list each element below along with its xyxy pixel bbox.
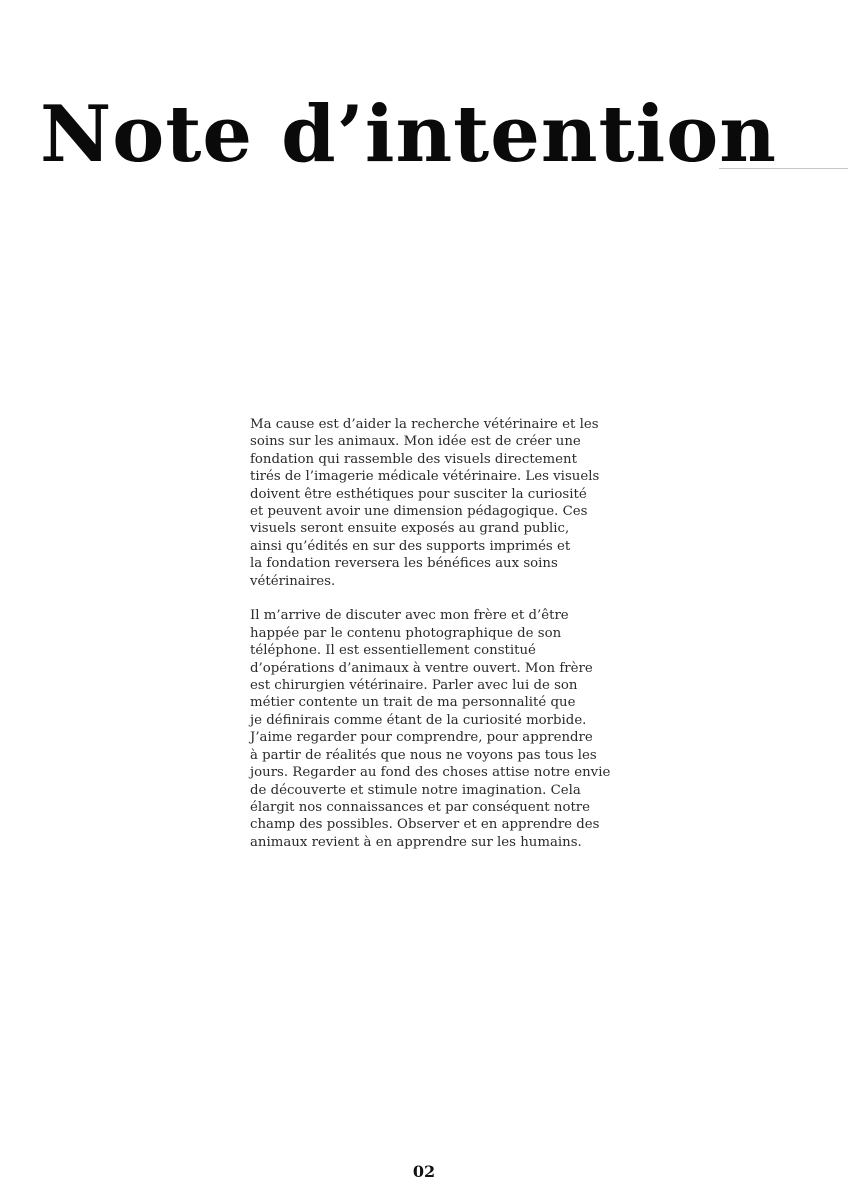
- text-line: tirés de l’imagerie médicale vétérinaire. Les visuels: [250, 469, 600, 485]
- text-line: Ma cause est d’aider la recherche vétérinaire et les: [250, 417, 599, 432]
- text-line: Il m’arrive de discuter avec mon frère et d’être: [250, 608, 569, 624]
- text-line: métier contente un trait de ma personnalité que: [250, 695, 576, 711]
- paragraph-1: [250, 416, 600, 590]
- text-line: de découverte et stimule notre imagination. Cela: [250, 782, 581, 798]
- text-line: d’opérations d’animaux à ventre ouvert. Mon frère: [250, 660, 593, 676]
- text-line: soins sur les animaux. Mon idée est de créer une: [250, 434, 581, 450]
- title-divider: [719, 168, 848, 169]
- text-line: vétérinaires.: [250, 573, 336, 589]
- page-number: 02: [412, 1162, 436, 1181]
- text-line: et peuvent avoir une dimension pédagogique. Ces: [250, 504, 588, 520]
- text-line: la fondation reversera les bénéfices aux soins: [250, 556, 558, 572]
- text-line: champ des possibles. Observer et en apprendre des: [250, 817, 600, 833]
- text-line: animaux revient à en apprendre sur les humains.: [250, 834, 582, 850]
- paragraph-2: [250, 607, 611, 851]
- text-line: fondation qui rassemble des visuels directement: [250, 451, 577, 467]
- page-title: Note d’intention: [40, 89, 777, 180]
- text-line: ainsi qu’édités en sur des supports imprimés et: [250, 538, 571, 554]
- body-text: [250, 416, 611, 869]
- text-line: téléphone. Il est essentiellement constitué: [250, 643, 536, 659]
- text-line: élargit nos connaissances et par conséquent notre: [250, 799, 591, 815]
- text-line: à partir de réalités que nous ne voyons pas tous les: [250, 747, 597, 763]
- text-line: je définirais comme étant de la curiosité morbide.: [250, 712, 587, 728]
- text-line: happée par le contenu photographique de son: [250, 625, 562, 641]
- text-line: doivent être esthétiques pour susciter la curiosité: [250, 486, 587, 502]
- text-line: J’aime regarder pour comprendre, pour apprendre: [250, 730, 593, 746]
- text-line: est chirurgien vétérinaire. Parler avec lui de son: [250, 678, 578, 694]
- text-line: visuels seront ensuite exposés au grand public,: [250, 521, 570, 537]
- text-line: jours. Regarder au fond des choses attise notre envie: [250, 765, 611, 781]
